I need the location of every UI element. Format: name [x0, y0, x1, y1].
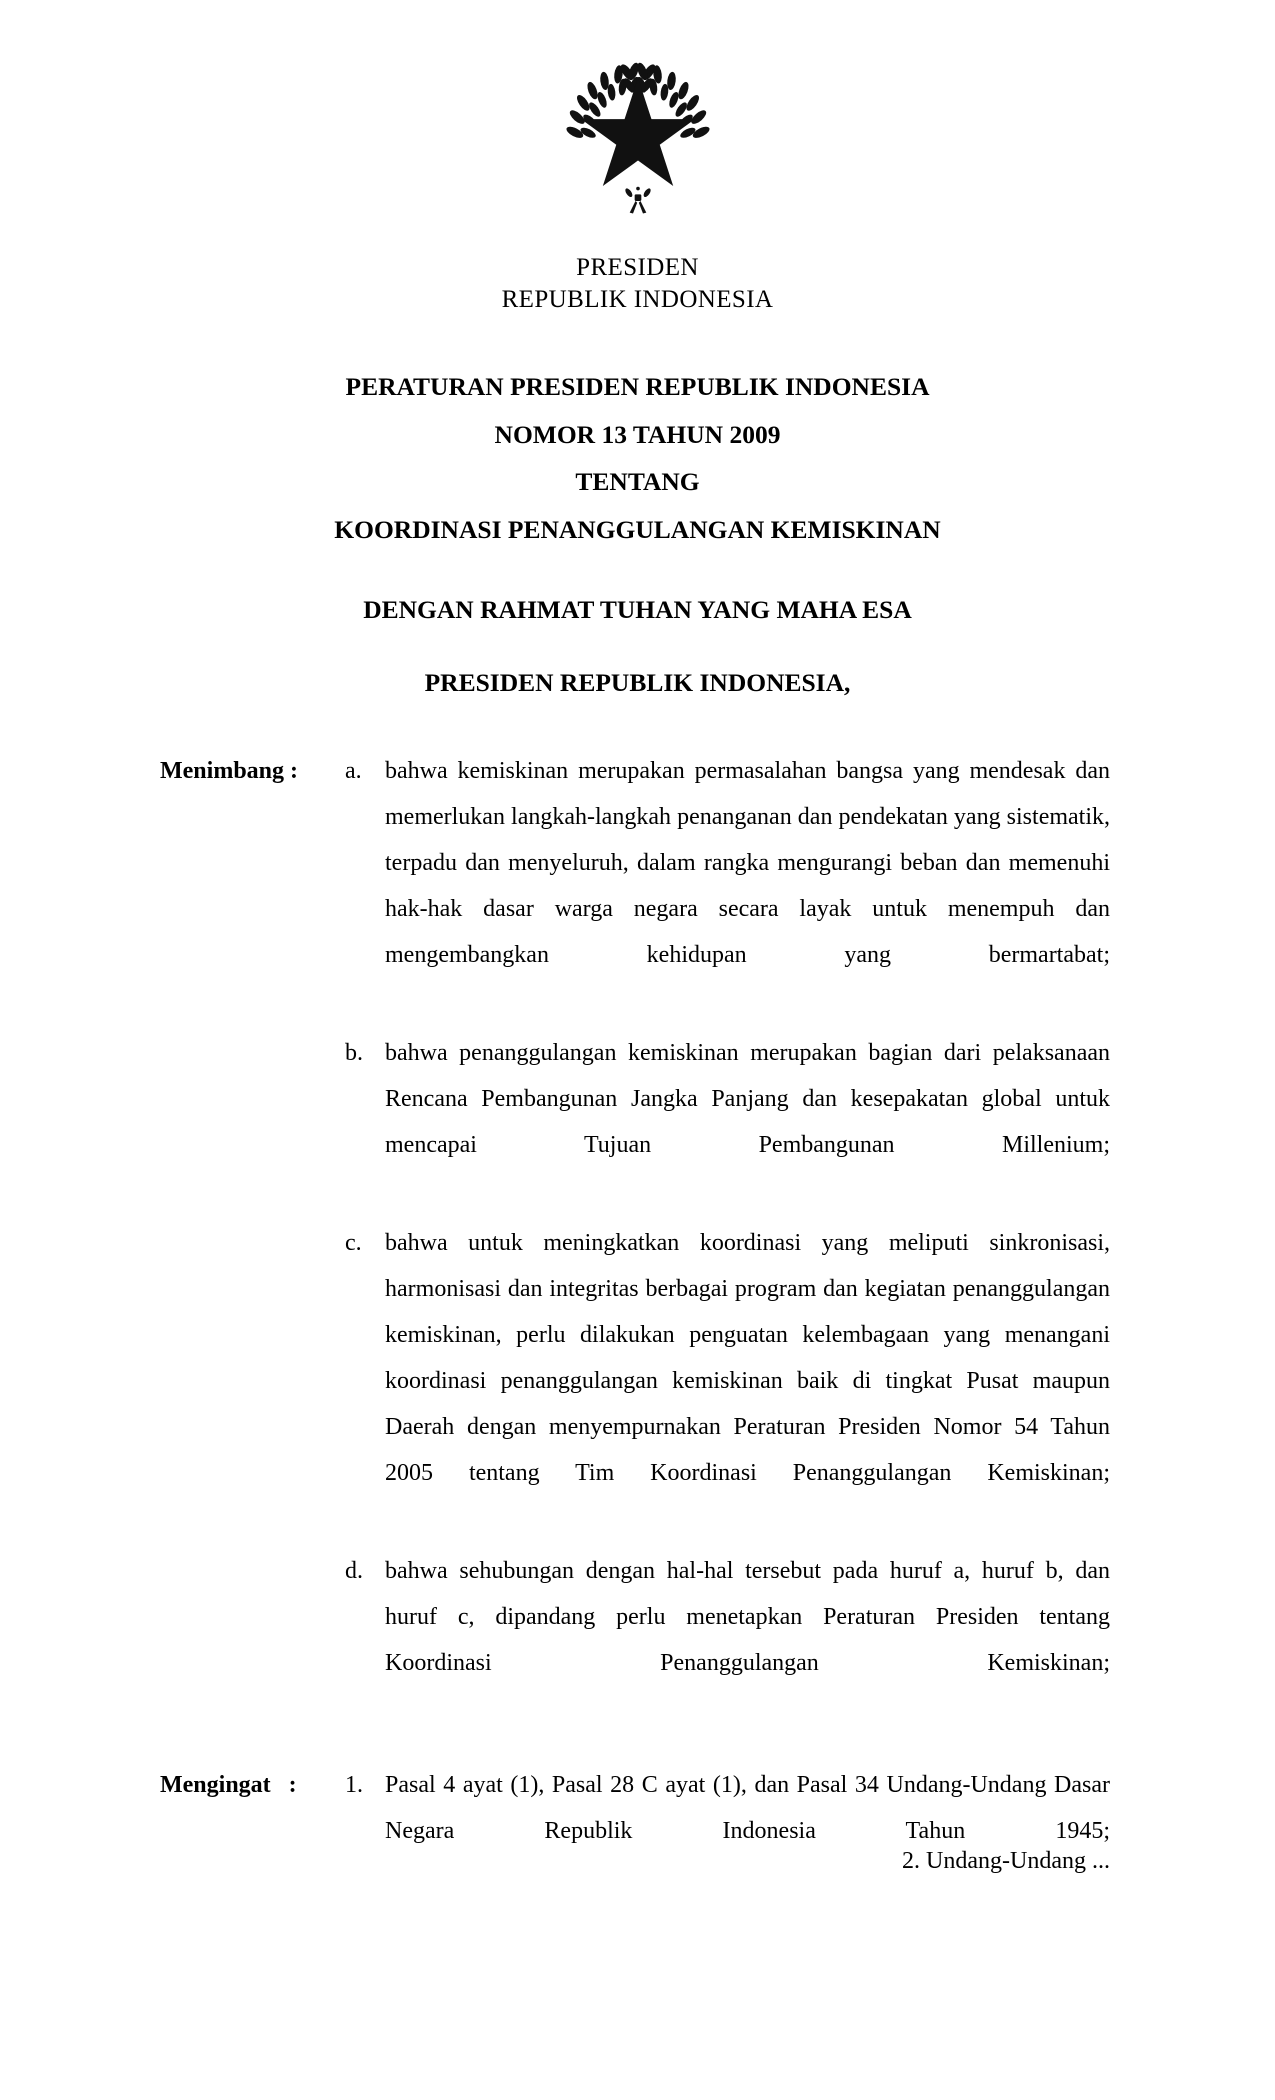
document-title-block [0, 374, 1275, 542]
emblem-container [0, 58, 1275, 216]
clause-marker: b. [345, 1040, 363, 1066]
clause-menimbang-d [160, 1548, 1110, 1732]
header-line-presiden: PRESIDEN [576, 254, 699, 281]
clause-marker: a. [345, 758, 362, 784]
clause-menimbang-b [160, 1030, 1110, 1214]
clause-marker: d. [345, 1558, 363, 1584]
clause-mengingat-1 [160, 1762, 1110, 1900]
title-tentang: TENTANG [575, 467, 700, 496]
menimbang-label: Menimbang : [160, 758, 298, 784]
clause-menimbang-a [160, 748, 1110, 1024]
clause-text: bahwa penanggulangan kemiskinan merupakan bagian dari pelaksanaan Rencana Pembangunan Jangka Panjang dan kesepakatan global untuk mencapai Tujuan Pembangunan Millenium; [385, 1040, 1110, 1158]
header-institution [0, 252, 1275, 316]
indonesia-presidential-star-wreath-emblem [554, 58, 722, 216]
oath-line: DENGAN RAHMAT TUHAN YANG MAHA ESA [363, 595, 912, 624]
document-body [160, 748, 1110, 1900]
clause-marker: 1. [345, 1772, 363, 1798]
page-continuation-marker: 2. Undang-Undang ... [902, 1848, 1110, 1874]
clause-menimbang-c [160, 1220, 1110, 1542]
header-line-republik-indonesia: REPUBLIK INDONESIA [501, 286, 774, 313]
section-mengingat [160, 1762, 1110, 1900]
signer-line: PRESIDEN REPUBLIK INDONESIA, [424, 668, 851, 697]
clause-marker: c. [345, 1230, 362, 1256]
title-regulation-type: PERATURAN PRESIDEN REPUBLIK INDONESIA [345, 372, 930, 401]
title-number-year: NOMOR 13 TAHUN 2009 [494, 419, 781, 449]
clause-text: bahwa kemiskinan merupakan permasalahan bangsa yang mendesak dan memerlukan langkah-langkah penanganan dan pendekatan yang sistematik, terpadu dan menyeluruh, dalam rangka mengurangi beban dan memenuhi hak-hak dasar warga negara secara layak untuk menempuh dan mengembangkan kehidupan yang bermartabat; [385, 758, 1110, 968]
mengingat-label: Mengingat : [160, 1772, 297, 1798]
title-subject: KOORDINASI PENANGGULANGAN KEMISKINAN [334, 514, 941, 544]
clause-text: bahwa sehubungan dengan hal-hal tersebut pada huruf a, huruf b, dan huruf c, dipandang perlu menetapkan Peraturan Presiden tentang Koordinasi Penanggulangan Kemiskinan; [385, 1558, 1110, 1676]
clause-text: bahwa untuk meningkatkan koordinasi yang meliputi sinkronisasi, harmonisasi dan integritas berbagai program dan kegiatan penanggulangan kemiskinan, perlu dilakukan penguatan kelembagaan yang menangani koordinasi penanggulangan kemiskinan baik di tingkat Pusat maupun Daerah dengan menyempurnakan Peraturan Presiden Nomor 54 Tahun 2005 tentang Tim Koordinasi Penanggulangan Kemiskinan; [385, 1230, 1110, 1486]
section-menimbang [160, 748, 1110, 1732]
clause-text: Pasal 4 ayat (1), Pasal 28 C ayat (1), dan Pasal 34 Undang-Undang Dasar Negara Republik Indonesia Tahun 1945; [385, 1772, 1110, 1844]
